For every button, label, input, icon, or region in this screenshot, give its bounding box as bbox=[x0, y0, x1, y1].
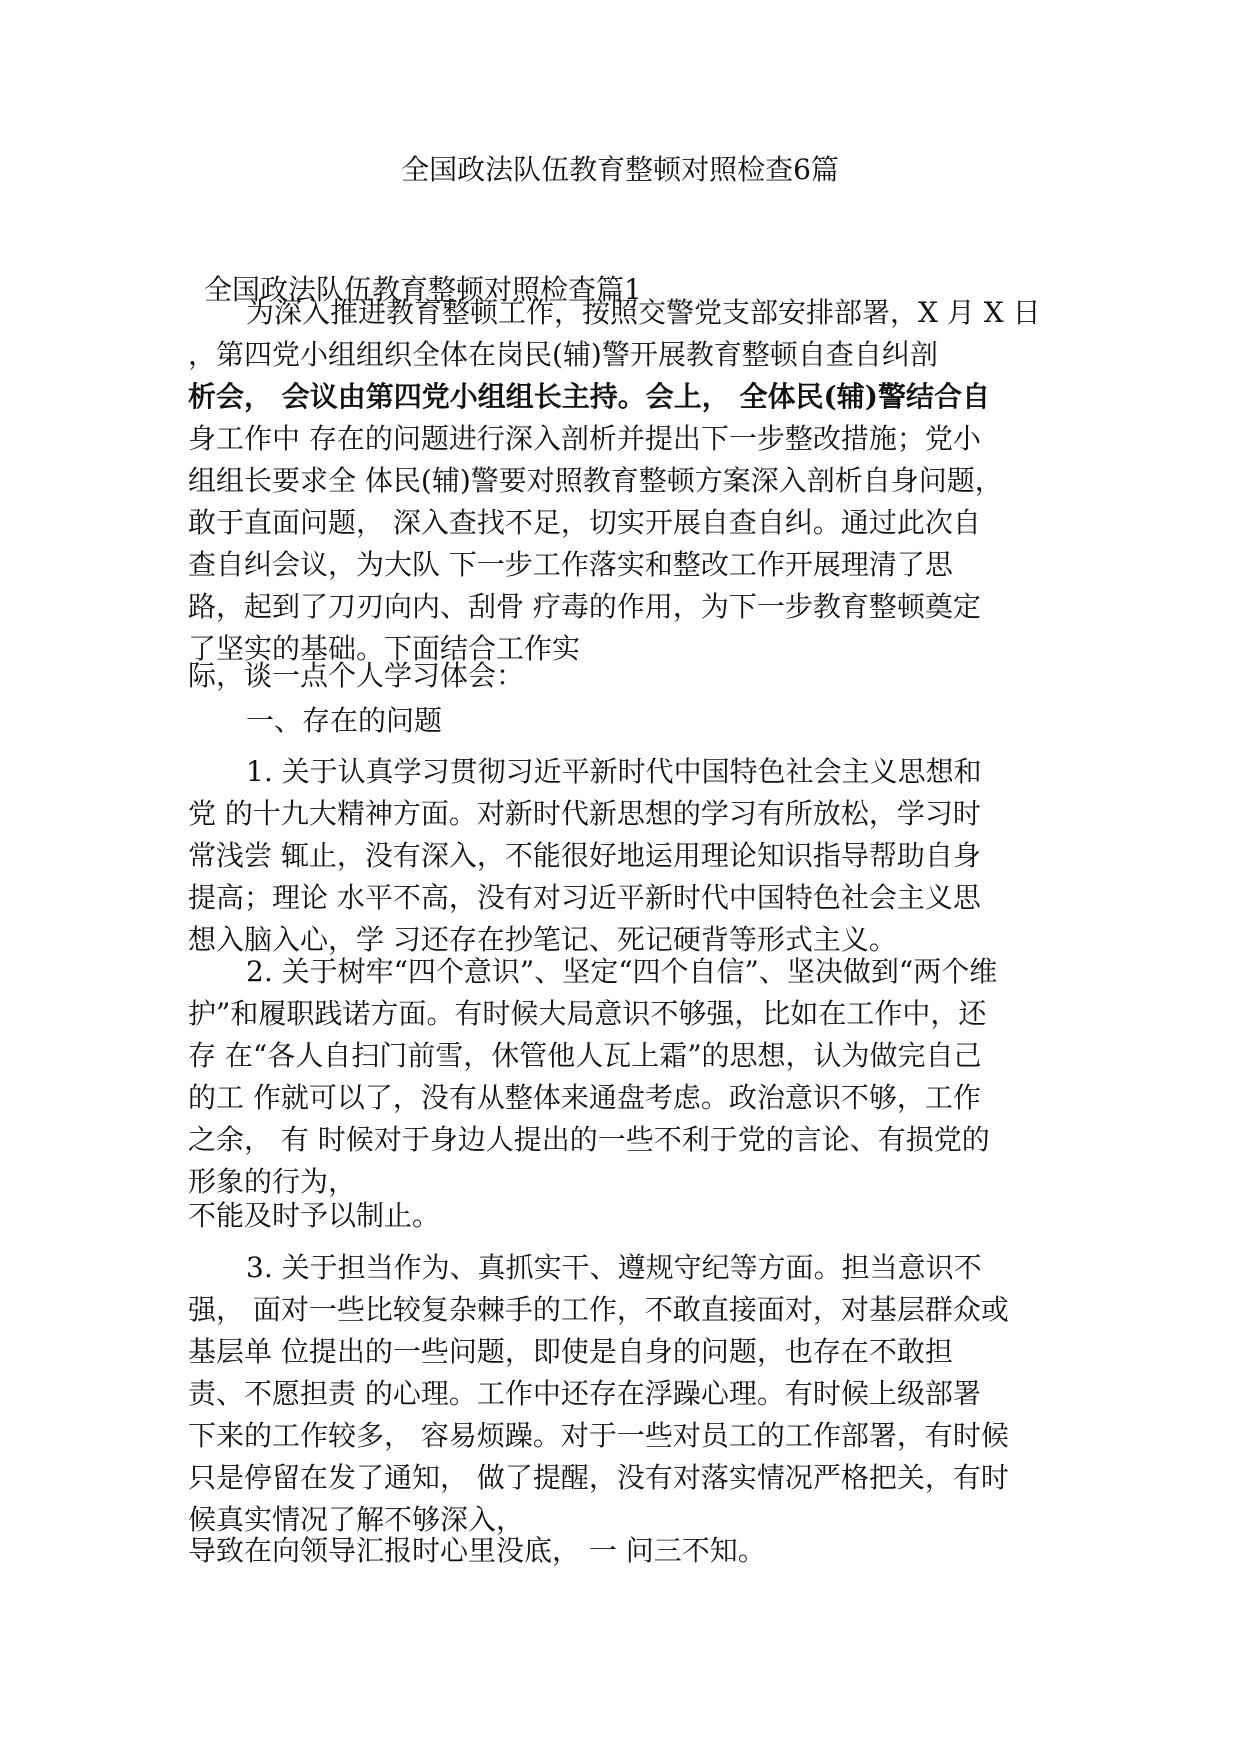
section-heading-problems bbox=[188, 700, 1068, 742]
paragraph-line: 提高；理论 水平不高，没有对习近平新时代中国特色社会主义思 bbox=[188, 881, 981, 914]
paragraph-line: 1. 关于认真学习贯彻习近平新时代中国特色社会主义思想和 bbox=[246, 755, 982, 788]
heading-line: 一、存在的问题 bbox=[246, 704, 443, 737]
paragraph-intro bbox=[188, 292, 1068, 670]
paragraph-line: 不能及时予以制止。 bbox=[188, 1199, 441, 1232]
paragraph-line: 路，起到了刀刃向内、刮骨 疗毒的作用，为下一步教育整顿奠定 bbox=[188, 590, 981, 623]
paragraph-line: 党 的十九大精神方面。对新时代新思想的学习有所放松，学习时 bbox=[188, 797, 981, 830]
problem-item-3 bbox=[188, 1247, 1068, 1541]
paragraph-line: 常浅尝 辄止，没有深入，不能很好地运用理论知识指导帮助自身 bbox=[188, 839, 981, 872]
paragraph-line: 之余， 有 时候对于身边人提出的一些不利于党的言论、有损党的 bbox=[188, 1123, 990, 1156]
paragraph-line: 查自纠会议，为大队 下一步工作落实和整改工作开展理清了思 bbox=[188, 548, 953, 581]
paragraph-line: 候真实情况了解不够深入， bbox=[188, 1503, 525, 1536]
paragraph-line: 责、不愿担责 的心理。工作中还存在浮躁心理。有时候上级部署 bbox=[188, 1377, 981, 1410]
paragraph-line: 想入脑入心，学 习还存在抄笔记、死记硬背等形式主义。 bbox=[188, 923, 897, 956]
section-title: 全国政法队伍教育整顿对照检查篇1 bbox=[204, 273, 642, 306]
document-title: 全国政法队伍教育整顿对照检查6篇 bbox=[401, 153, 839, 186]
problem-item-2 bbox=[188, 951, 1068, 1203]
paragraph-line: 强， 面对一些比较复杂棘手的工作，不敢直接面对，对基层群众或 bbox=[188, 1293, 1009, 1326]
paragraph-line: 了坚实的基础。下面结合工作实 bbox=[188, 632, 581, 665]
paragraph-line: 下来的工作较多， 容易烦躁。对于一些对员工的工作部署，有时候 bbox=[188, 1419, 1009, 1452]
paragraph-line: 存 在“各人自扫门前雪，休管他人瓦上霜”的思想，认为做完自己 bbox=[188, 1039, 982, 1072]
paragraph-line: 际，谈一点个人学习体会： bbox=[188, 659, 525, 692]
paragraph-line: 身工作中 存在的问题进行深入剖析并提出下一步整改措施；党小 bbox=[188, 422, 981, 455]
paragraph-line: 2. 关于树牢“四个意识”、坚定“四个自信”、坚决做到“两个维 bbox=[246, 955, 998, 988]
paragraph-line: 只是停留在发了通知， 做了提醒，没有对落实情况严格把关，有时 bbox=[188, 1461, 1009, 1494]
paragraph-line: 基层单 位提出的一些问题，即使是自身的问题，也存在不敢担 bbox=[188, 1335, 953, 1368]
paragraph-line: 组组长要求全 体民(辅)警要对照教育整顿方案深入剖析自身问题， bbox=[188, 464, 1003, 497]
problem-item-1 bbox=[188, 751, 1068, 961]
paragraph-line: 导致在向领导汇报时心里没底， 一 问三不知。 bbox=[188, 1534, 766, 1567]
paragraph-continuation bbox=[188, 655, 1068, 697]
paragraph-line: 的工 作就可以了，没有从整体来通盘考虑。政治意识不够，工作 bbox=[188, 1081, 981, 1114]
paragraph-continuation bbox=[188, 1530, 1068, 1572]
paragraph-line: 护”和履职践诺方面。有时候大局意识不够强，比如在工作中，还 bbox=[188, 997, 987, 1030]
paragraph-line: 析会， 会议由第四党小组组长主持。会上， 全体民(辅)警结合自 bbox=[188, 380, 990, 413]
paragraph-line: 形象的行为， bbox=[188, 1165, 357, 1198]
paragraph-line: 3. 关于担当作为、真抓实干、遵规守纪等方面。担当意识不 bbox=[246, 1251, 982, 1284]
paragraph-line: 敢于直面问题， 深入查找不足，切实开展自查自纠。通过此次自 bbox=[188, 506, 981, 539]
paragraph-line: ，第四党小组组织全体在岗民(辅)警开展教育整顿自查自纠剖 bbox=[188, 338, 938, 371]
paragraph-line: 为深入推进教育整顿工作，按照交警党支部安排部署，X 月 X 日 bbox=[246, 296, 1041, 329]
paragraph-continuation bbox=[188, 1195, 1068, 1237]
